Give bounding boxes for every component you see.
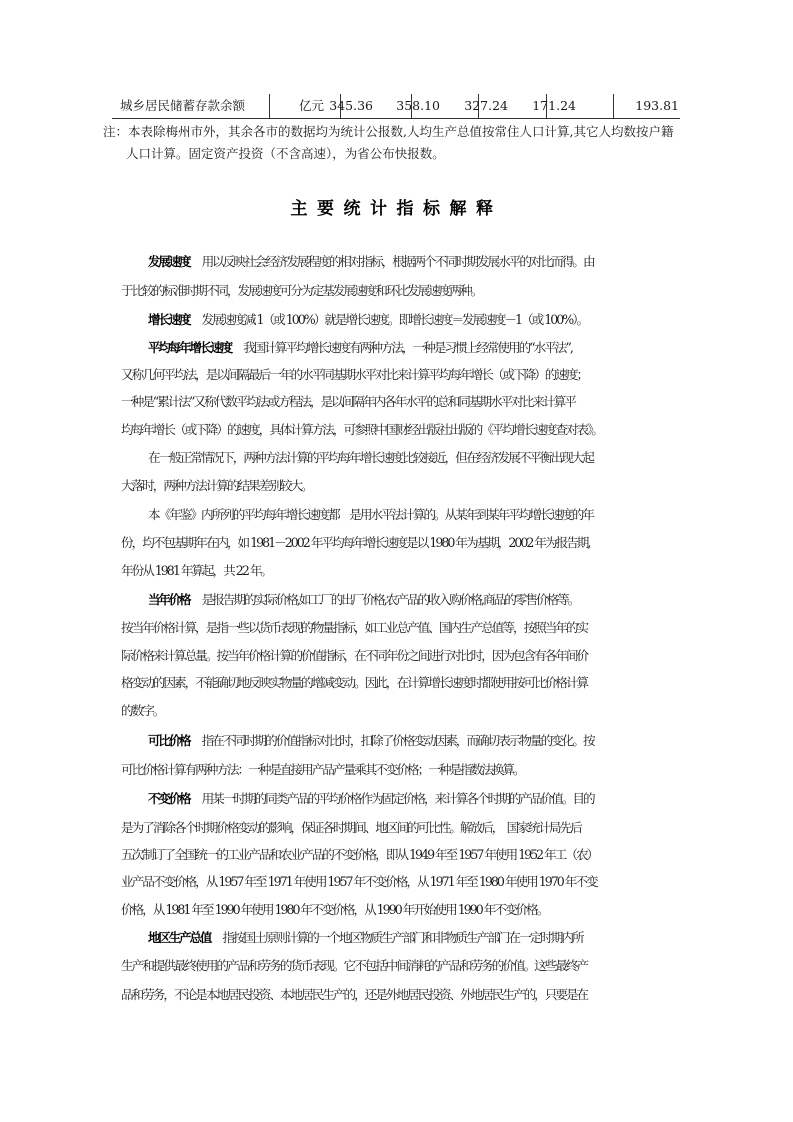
row-value: 358.10	[396, 98, 440, 113]
paragraph-line: 按当年价格计算，是指一些以货币表现的物量指标，如工业总产值、国内生产总值等，按照当年的实	[121, 620, 588, 635]
paragraph-line: 年份从 1981 年算起，共 22 年。	[121, 563, 272, 578]
term-growth-speed: 增长速度	[148, 312, 190, 327]
page-title: 主要统计指标解释	[290, 199, 503, 219]
paragraph-line	[148, 254, 708, 270]
paragraph-line	[148, 312, 708, 328]
row-unit: 亿元	[299, 98, 325, 113]
text: 发展速度减 1（或 100%）就是增长速度。即增长速度＝发展速度－1（或 100%）。	[201, 312, 588, 327]
paragraph-line: 又称几何平均法，是以间隔最后一年的水平同基期水平对比来计算平均每年增长（或下降）的速度；	[121, 367, 588, 382]
text: 指按国土原则计算的一个地区物质生产部门和非物质生产部门在一定时期内所	[222, 930, 583, 945]
paragraph-line: 本《年鉴》内所列的平均每年增长速度都 是用水平法计算的。从某年到某年平均增长速度的年	[148, 507, 593, 522]
term-current-price: 当年价格	[148, 592, 190, 607]
paragraph-line	[148, 930, 708, 946]
paragraph-line: 大落时，两种方法计算的结果差别较大。	[121, 478, 312, 493]
paragraph-line: 于比较的标准时期不同，发展速度可分为定基发展速度和环比发展速度两种。	[121, 283, 482, 298]
paragraph-line	[148, 733, 708, 749]
paragraph-line	[148, 592, 708, 608]
table-note-line-2: 人口计算。固定资产投资（不含高速），为省公布快报数。	[126, 146, 445, 161]
paragraph-line: 格变动的因素，不能确切地反映实物量的增减变动。因此，在计算增长速度时都使用按可比价格计算	[121, 675, 588, 690]
term-avg-annual-growth: 平均每年增长速度	[148, 340, 232, 355]
text: 是报告期的实际价格,如工厂的出厂价格,农产品的收入购价格,商品的零售价格等。	[201, 592, 579, 607]
paragraph-line: 业产品不变价格，从 1957 年至 1971 年使用 1957 年不变价格，从 1971 年至 1980 年使用 1970 年不变	[121, 874, 597, 889]
term-constant-price: 不变价格	[148, 791, 190, 806]
paragraph-line: 一种是“累计法”又称代数平均法或方程法，是以间隔年内各年水平的总和同基期水平对比来计算平	[121, 394, 575, 409]
text: 用某一时期的同类产品的平均价格作为固定价格，来计算各个时期的产品价值。目的	[201, 791, 594, 806]
paragraph-line	[148, 791, 708, 807]
paragraph-line: 份，均不包基期年在内，如 1981－2002 年平均每年增长速度是以 1980 年为基期，2002 年为报告期,	[121, 535, 590, 550]
paragraph-line: 五次制订了全国统一的工业产品和农业产品的不变价格，即从 1949 年至 1957 年使用 1952 年工（农）	[121, 847, 598, 862]
term-gdp-region: 地区生产总值	[148, 930, 211, 945]
row-value: 345.36	[329, 98, 373, 113]
text: 我国计算平均增长速度有两种方法，一种是习惯上经常使用的“水平法”,	[243, 340, 572, 355]
savings-table-row	[112, 92, 680, 119]
term-comparable-price: 可比价格	[148, 733, 190, 748]
table-note-line-1: 注：本表除梅州市外，其余各市的数据均为统计公报数,人均生产总值按常住人口计算,其它人均数按户籍	[103, 124, 674, 139]
table-divider	[613, 94, 614, 118]
paragraph-line: 生产和提供最终使用的产品和劳务的货币表现。它不包括中间消耗的产品和劳务的价值。这些最终产	[121, 958, 588, 973]
row-value: 171.24	[532, 98, 576, 113]
paragraph-line: 在一般正常情况下，两种方法计算的平均每年增长速度比较接近，但在经济发展不平衡出现大起	[148, 450, 593, 465]
text: 用以反映社会经济发展程度的相对指标，根据两个不同时期发展水平的对比而得。由	[201, 254, 594, 269]
paragraph-line: 的数字。	[121, 703, 164, 718]
term-development-speed: 发展速度	[148, 254, 190, 269]
paragraph-line	[148, 340, 708, 356]
paragraph-line: 价格，从 1981 年至 1990 年使用 1980 年不变价格，从 1990 年开始使用 1990 年不变价格。	[121, 902, 548, 917]
table-divider	[269, 94, 270, 118]
row-label: 城乡居民储蓄存款余额	[120, 98, 246, 113]
text: 指在不同时期的价值指标对比时，扣除了价格变动因素，而确切表示物量的变化。按	[201, 733, 594, 748]
paragraph-line: 是为了消除各个时期价格变动的影响，保证各时期间、地区间的可比性。解放后， 国家统计局先后	[121, 820, 581, 835]
row-value: 193.81	[635, 98, 679, 113]
paragraph-line: 际价格来计算总量。按当年价格计算的价值指标，在不同年份之间进行对比时，因为包含有各年间价	[121, 648, 588, 663]
paragraph-line: 可比价格计算有两种方法：一种是直接用产品产量乘其不变价格；一种是指数法换算。	[121, 762, 524, 777]
row-value: 327.24	[464, 98, 508, 113]
paragraph-line: 均每年增长（或下降）的速度，具体计算方法，可参照中国财经出版社出版的《平均增长速度查对表》。	[121, 422, 603, 437]
paragraph-line: 品和劳务，不论是本地居民投资、本地居民生产的，还是外地居民投资、外地居民生产的，只要是在	[121, 987, 588, 1002]
